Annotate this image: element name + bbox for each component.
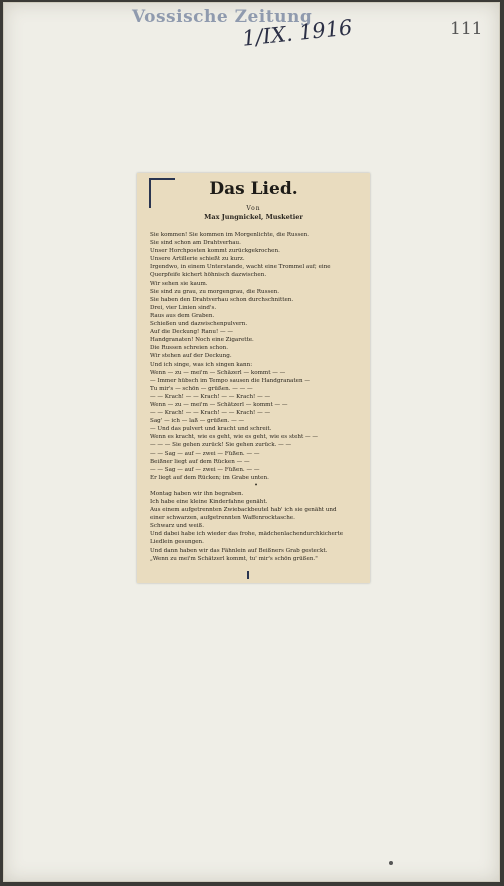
poem-line: — — Sag — auf — zwei — Füßen. — — (150, 466, 260, 473)
poem-line: Und dann haben wir das Fähnlein auf Beißners Grab gesteckt. (150, 547, 328, 554)
newspaper-clipping (137, 173, 370, 583)
poem-line: Wenn es kracht, wie es geht, wie es geht, wie es steht — — (150, 434, 318, 441)
page-number: 111 (450, 19, 483, 39)
poem-line: — Immer hübsch im Tempo sausen die Handgranaten — (150, 377, 310, 384)
poem-line: Unser Horchposten kommt zurückgekrochen. (150, 248, 280, 255)
poem-line: — — Sag — auf — zwei — Füßen. — — (150, 450, 260, 457)
poem-line: Querpfeife kichert höhnisch dazwischen. (150, 272, 267, 279)
poem-line: Drei, vier Linien sind's. (150, 304, 217, 311)
section-separator: • (254, 481, 258, 489)
poem-stanza-1 (150, 231, 362, 482)
poem-line: Schwarz und weiß. (150, 523, 205, 530)
poem-line: einer schwarzen, aufgetrennten Waffenrocktasche. (150, 515, 295, 522)
poem-line: Unsere Artillerie schießt zu kurz. (150, 256, 245, 263)
poem-line: Wir sehen sie kaum. (150, 280, 208, 287)
poem-line: Wenn — zu — mei'm — Schäzerl — kommt — — (150, 369, 286, 376)
poem-line: Tu mir's — schön — grüßen. — — — (150, 385, 253, 392)
pencil-tick-mark (247, 571, 249, 579)
poem-line: Ich habe eine kleine Kinderfahne genäht. (150, 499, 268, 505)
poem-line: Sag' — ich — laß — grüßen. — — (150, 418, 245, 425)
poem-line: — — — Sie gehen zurück! Sie gehen zurück. — — (150, 442, 292, 449)
poem-line: Aus einem aufgetrennten Zwiebackbeutel hab' ich sie genäht und (150, 507, 337, 514)
poem-body (150, 231, 362, 563)
poem-line: Sie kommen! Sie kommen im Morgenlichte, die Russen. (150, 232, 310, 238)
poem-line: Handgranaten! Noch eine Zigarette. (150, 337, 254, 344)
poem-line: Er liegt auf dem Rücken; im Grabe unten. (150, 474, 269, 481)
poem-line: Und dabei habe ich wieder das frohe, mädchenlachendurchkicherte (150, 531, 344, 538)
poem-line: — Und das pulvert und kracht und schreit. (150, 426, 272, 433)
archive-page (3, 2, 500, 882)
poem-line: Auf die Deckung! Ranu! — — (150, 329, 233, 336)
poem-line: Raus aus dem Graben. (150, 312, 215, 319)
poem-line: Wir stehen auf der Deckung. (150, 353, 232, 360)
poem-author: Max Jungnickel, Musketier (204, 213, 303, 221)
poem-line: Montag haben wir ihn begraben. (150, 490, 244, 497)
poem-line: Sie sind zu grau, zu morgengrau, die Russen. (150, 288, 280, 295)
byline-von: Von (246, 205, 261, 212)
poem-line: „Wenn zu mei'm Schätzerl kommt, tu' mir's schön grüßen." (150, 555, 318, 562)
poem-line: Und ich singe, was ich singen kann: (150, 361, 253, 368)
newspaper-stamp: Vossische Zeitung (132, 7, 313, 27)
handwritten-date: 1/IX. 1916 (241, 15, 354, 51)
poem-title: Das Lied. (209, 179, 298, 199)
poem-line: Wenn — zu — mei'm — Schätzerl — kommt — — (150, 401, 288, 408)
poem-stanza-2 (150, 490, 362, 563)
poem-line: Sie sind schon am Drahtverhau. (150, 240, 241, 247)
poem-line: Sie haben den Drahtverhau schon durchschnitten. (150, 296, 294, 303)
poem-line: — — Krach! — — Krach! — — Krach! — — (150, 393, 271, 400)
poem-line: Irgendwo, in einem Unterstande, wacht eine Trommel auf; eine (150, 264, 331, 271)
ink-dot (389, 861, 393, 865)
poem-line: Beißner liegt auf dem Rücken — — (150, 458, 250, 465)
poem-line: Liedlein gesungen. (150, 539, 204, 546)
poem-line: Schießen und dazwischenpulvern. (150, 321, 248, 328)
poem-line: Die Russen schreien schon. (150, 345, 229, 352)
poem-line: — — Krach! — — Krach! — — Krach! — — (150, 410, 271, 417)
